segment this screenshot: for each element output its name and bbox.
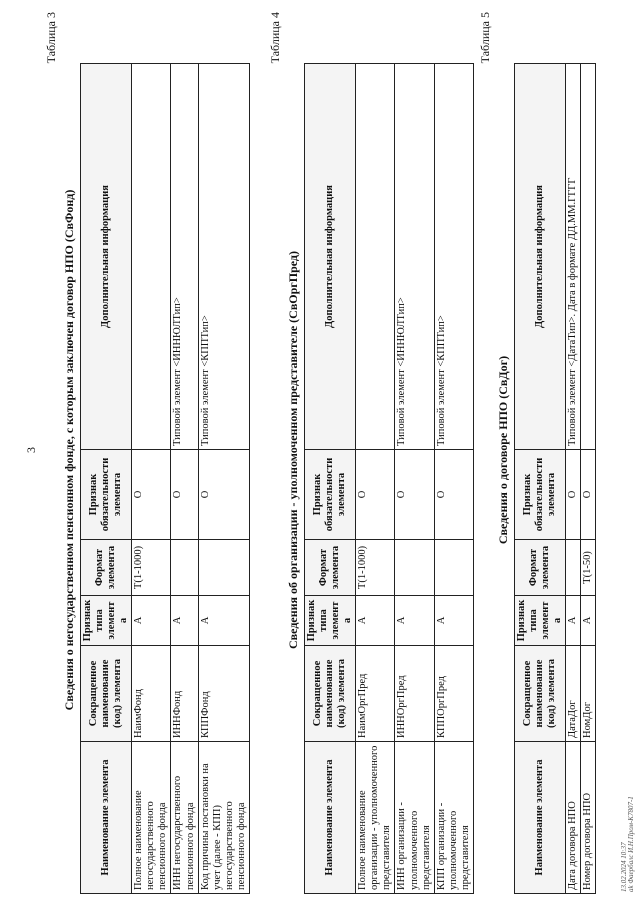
cell-type: А: [581, 596, 596, 646]
cell-type: А: [198, 596, 249, 646]
table-header-row: [515, 64, 566, 894]
cell-required: О: [434, 450, 473, 540]
cell-required: О: [581, 450, 596, 540]
cell-name: Полное наименование организации - уполномоченного представителя: [356, 742, 395, 894]
table-4: [304, 63, 474, 894]
table-header-row: [81, 64, 132, 894]
col-header-type: Признак типа элемента: [81, 596, 132, 646]
col-header-format: Формат элемента: [305, 540, 356, 596]
col-header-code: Сокращенное наименование (код) элемента: [305, 646, 356, 742]
col-header-name: Наименование элемента: [81, 742, 132, 894]
table-row: [581, 64, 596, 894]
table-4-label: Таблица 4: [268, 12, 282, 64]
stamp-id: ak Фаербалс И.Н.Пром-К7807-1: [627, 796, 636, 892]
cell-name: ИНН негосударственного пенсионного фонда: [171, 742, 198, 894]
stamp-date: 13.02.2024 10:37: [619, 842, 628, 892]
table-row: [566, 64, 581, 894]
cell-info: [132, 64, 171, 450]
col-header-format: Формат элемента: [81, 540, 132, 596]
cell-name: ИНН организации - уполномоченного представителя: [395, 742, 434, 894]
cell-info: Типовой элемент <ДатаТип>. Дата в формате ДД.ММ.ГГГГ: [566, 64, 581, 450]
cell-code: НаимОргПред: [356, 646, 395, 742]
cell-format: T(1-50): [581, 540, 596, 596]
table-5: [514, 63, 596, 894]
cell-name: Дата договора НПО: [566, 742, 581, 894]
cell-type: А: [132, 596, 171, 646]
table-row: [171, 64, 198, 894]
cell-info: Типовой элемент <ИННЮЛТип>: [171, 64, 198, 450]
cell-format: [395, 540, 434, 596]
table-row: [198, 64, 249, 894]
col-header-required: Признак обязательности элемента: [515, 450, 566, 540]
cell-info: Типовой элемент <ИННЮЛТип>: [395, 64, 434, 450]
cell-type: А: [171, 596, 198, 646]
cell-info: [356, 64, 395, 450]
col-header-type: Признак типа элемента: [305, 596, 356, 646]
page-number: 3: [24, 447, 38, 453]
table-3-title: Сведения о негосударственном пенсионном фонде, с которым заключен договор НПО (СвФонд): [62, 189, 76, 711]
cell-required: О: [356, 450, 395, 540]
col-header-info: Дополнительная информация: [515, 64, 566, 450]
table-3: [80, 63, 250, 894]
cell-format: [198, 540, 249, 596]
cell-code: ДатаДог: [566, 646, 581, 742]
cell-code: ИННОргПред: [395, 646, 434, 742]
col-header-info: Дополнительная информация: [81, 64, 132, 450]
cell-info: [581, 64, 596, 450]
cell-format: [171, 540, 198, 596]
table-5-label: Таблица 5: [478, 12, 492, 64]
cell-type: А: [395, 596, 434, 646]
cell-required: О: [132, 450, 171, 540]
table-row: [132, 64, 171, 894]
cell-type: А: [356, 596, 395, 646]
col-header-required: Признак обязательности элемента: [305, 450, 356, 540]
cell-name: Полное наименование негосударственного пенсионного фонда: [132, 742, 171, 894]
col-header-code: Сокращенное наименование (код) элемента: [515, 646, 566, 742]
cell-required: О: [171, 450, 198, 540]
col-header-required: Признак обязательности элемента: [81, 450, 132, 540]
cell-code: ИННФонд: [171, 646, 198, 742]
cell-info: Типовой элемент <КППТип>: [198, 64, 249, 450]
col-header-name: Наименование элемента: [305, 742, 356, 894]
cell-format: [434, 540, 473, 596]
cell-code: КППОргПред: [434, 646, 473, 742]
cell-required: О: [198, 450, 249, 540]
table-row: [356, 64, 395, 894]
cell-code: КППФонд: [198, 646, 249, 742]
col-header-info: Дополнительная информация: [305, 64, 356, 450]
cell-format: T(1-1000): [356, 540, 395, 596]
table-row: [395, 64, 434, 894]
col-header-code: Сокращенное наименование (код) элемента: [81, 646, 132, 742]
cell-type: А: [434, 596, 473, 646]
table-3-label: Таблица 3: [44, 12, 58, 64]
cell-format: T(1-1000): [132, 540, 171, 596]
col-header-name: Наименование элемента: [515, 742, 566, 894]
cell-code: НаимФонд: [132, 646, 171, 742]
table-4-title: Сведения об организации - уполномоченном представителе (СвОргПред): [286, 251, 300, 649]
cell-name: КПП организации - уполномоченного представителя: [434, 742, 473, 894]
cell-type: А: [566, 596, 581, 646]
col-header-type: Признак типа элемента: [515, 596, 566, 646]
cell-name: Код причины постановки на учет (далее - КПП) негосударственного пенсионного фонда: [198, 742, 249, 894]
table-5-title: Сведения о договоре НПО (СвДог): [496, 355, 510, 545]
table-row: [434, 64, 473, 894]
table-header-row: [305, 64, 356, 894]
cell-name: Номер договора НПО: [581, 742, 596, 894]
registration-stamp: [621, 796, 636, 892]
cell-format: [566, 540, 581, 596]
cell-required: О: [395, 450, 434, 540]
cell-required: О: [566, 450, 581, 540]
cell-info: Типовой элемент <КППТип>: [434, 64, 473, 450]
cell-code: НомДог: [581, 646, 596, 742]
col-header-format: Формат элемента: [515, 540, 566, 596]
